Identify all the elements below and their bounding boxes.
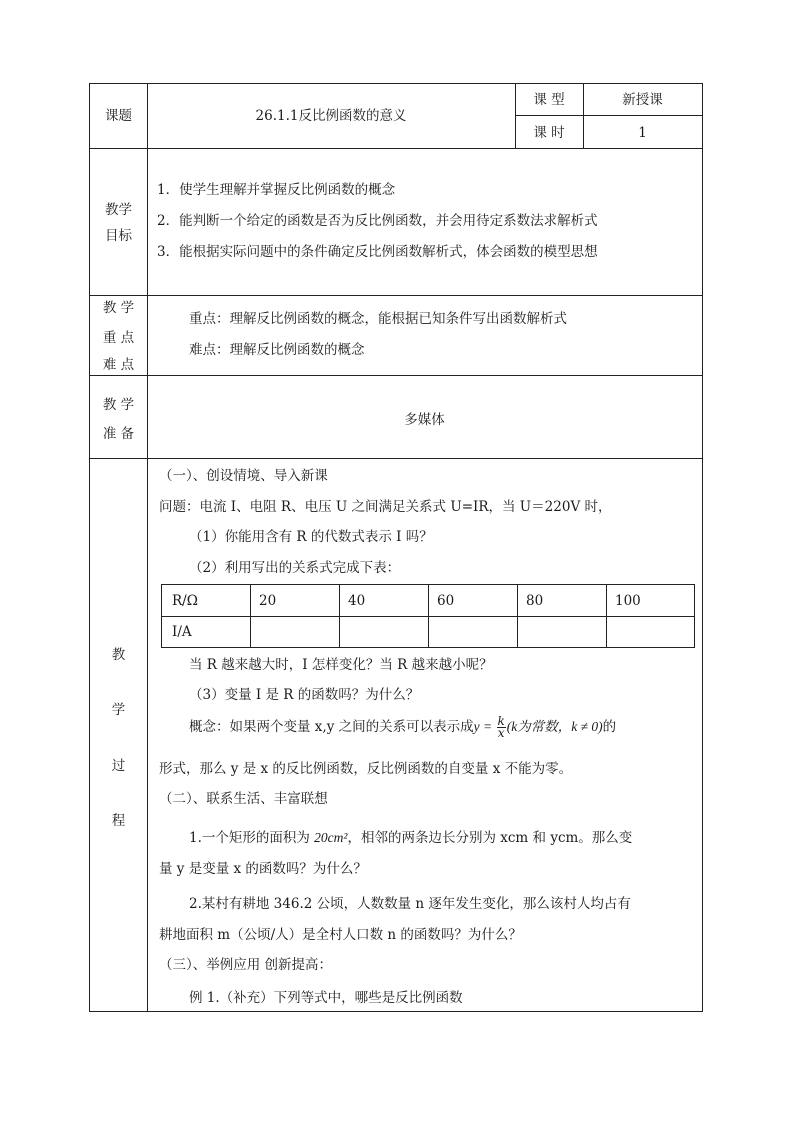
table-cell: R/Ω xyxy=(172,593,198,609)
hours-value: 1 xyxy=(638,125,647,141)
process-label-char: 教 xyxy=(111,647,126,663)
hours-label: 课 时 xyxy=(533,125,565,141)
topic-label: 课题 xyxy=(105,108,132,124)
question-text: 问题：电流 I、电阻 R、电压 U 之间满足关系式 U=IR，当 U＝220V 时， xyxy=(159,499,612,515)
formula-numerator: k xyxy=(497,714,505,728)
problem-1-text-b: ，相邻的两条边长分别为 xcm 和 ycm。那么变 xyxy=(347,830,633,846)
inner-col-divider xyxy=(606,585,607,647)
lesson-plan-table xyxy=(89,83,703,1012)
area-value: 20cm² xyxy=(314,830,348,845)
table-cell: I/A xyxy=(172,624,192,640)
inner-col-divider xyxy=(428,585,429,647)
col-divider xyxy=(147,84,148,1011)
key-point: 重点：理解反比例函数的概念，能根据已知条件写出函数解析式 xyxy=(189,311,567,327)
question-3: （3）变量 I 是 R 的函数吗？为什么？ xyxy=(189,687,420,703)
goals-label-1: 教学 xyxy=(105,202,132,218)
table-cell: 40 xyxy=(348,593,366,609)
type-value: 新授课 xyxy=(622,92,663,108)
inner-col-divider xyxy=(339,585,340,647)
prep-value: 多媒体 xyxy=(404,412,445,428)
process-label-char: 过 xyxy=(111,758,126,774)
problem-1-line-2: 量 y 是变量 x 的函数吗？为什么？ xyxy=(159,861,367,877)
resistance-current-table xyxy=(161,584,695,648)
prep-label-1: 教 学 xyxy=(102,397,135,413)
problem-1-line-1 xyxy=(189,830,632,846)
row-divider xyxy=(90,295,702,296)
table-cell: 20 xyxy=(259,593,277,609)
formula-condition: (k为常数，k ≠ 0) xyxy=(506,719,603,734)
problem-1-text-a: 1.一个矩形的面积为 xyxy=(189,830,315,846)
topic-title: 26.1.1反比例函数的意义 xyxy=(255,108,407,124)
concept-line-2: 形式，那么 y 是 x 的反比例函数，反比例函数的自变量 x 不能为零。 xyxy=(159,761,573,777)
formula-fraction xyxy=(497,716,506,739)
section-3-title: （三）、举例应用 创新提高： xyxy=(159,957,333,973)
inner-col-divider xyxy=(517,585,518,647)
section-1-title: （一）、创设情境、导入新课 xyxy=(159,468,328,484)
difficult-point: 难点：理解反比例函数的概念 xyxy=(189,342,365,358)
row-divider xyxy=(90,458,702,459)
concept-line xyxy=(189,712,616,742)
type-label: 课 型 xyxy=(533,92,565,108)
process-label-char: 学 xyxy=(111,702,126,718)
goal-item: 1．使学生理解并掌握反比例函数的概念 xyxy=(157,182,396,198)
section-2-title: （二）、联系生活、丰富联想 xyxy=(159,791,328,807)
prep-label-2: 准 备 xyxy=(102,426,135,442)
formula-eq: = xyxy=(479,719,496,734)
table-cell: 60 xyxy=(437,593,455,609)
goals-label-2: 目标 xyxy=(105,228,132,244)
row-divider xyxy=(90,375,702,376)
question-1: （1）你能用含有 R 的代数式表示 I 吗？ xyxy=(189,529,433,545)
formula-denominator: x xyxy=(497,726,505,740)
concept-prefix: 概念：如果两个变量 x,y 之间的关系可以表示成 xyxy=(189,719,474,735)
row-divider xyxy=(90,148,702,149)
concept-suffix: 的 xyxy=(602,719,617,735)
goal-item: 2．能判断一个给定的函数是否为反比例函数，并会用待定系数法求解析式 xyxy=(157,213,598,229)
keypoints-label-2: 重 点 xyxy=(102,330,135,346)
row-divider xyxy=(515,115,702,116)
goal-item: 3．能根据实际问题中的条件确定反比例函数解析式，体会函数的模型思想 xyxy=(157,244,598,260)
after-table-text: 当 R 越来越大时，I 怎样变化？当 R 越来越小呢？ xyxy=(189,657,493,673)
table-cell: 80 xyxy=(526,593,544,609)
table-cell: 100 xyxy=(615,593,641,609)
keypoints-label-1: 教 学 xyxy=(102,300,135,316)
question-2: （2）利用写出的关系式完成下表： xyxy=(189,560,401,576)
example-1: 例 1.（补充）下列等式中，哪些是反比例函数 xyxy=(189,990,463,1006)
formula-y: y xyxy=(473,719,480,734)
inner-col-divider xyxy=(250,585,251,647)
keypoints-label-3: 难 点 xyxy=(102,357,135,373)
problem-2-line-1: 2.某村有耕地 346.2 公顷，人数数量 n 逐年发生变化，那么该村人均占有 xyxy=(189,896,631,912)
problem-2-line-2: 耕地面积 m（公顷/人）是全村人口数 n 的函数吗？为什么？ xyxy=(159,927,522,943)
process-label-char: 程 xyxy=(111,813,126,829)
